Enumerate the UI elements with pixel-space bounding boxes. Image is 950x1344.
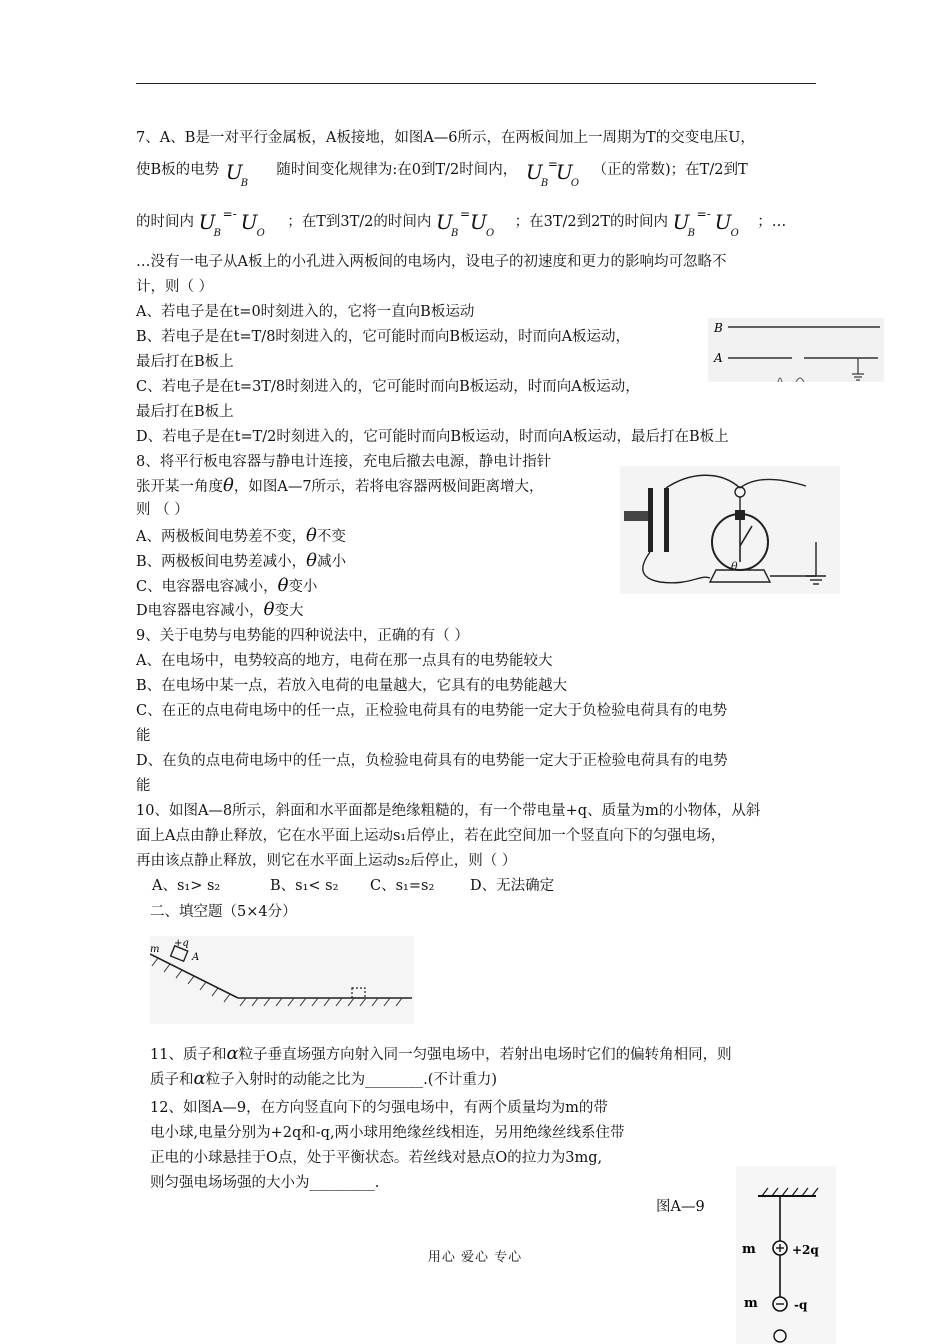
- q8-option-a: A、两极板间电势差不变，θ不变: [136, 525, 346, 546]
- q11-line-2: 质子和α粒子入射时的动能之比为________.(不计重力): [150, 1068, 498, 1089]
- q7-line-1: 7、A、B是一对平行金属板，A板接地，如图A—6所示，在两板间加上一周期为T的交变电压U，: [136, 130, 755, 146]
- theta-symbol: θ: [223, 475, 234, 496]
- formula-UB-eq-neg-UO: U B =- U O: [198, 207, 265, 239]
- fig-a8-label-q: +q: [174, 938, 189, 949]
- formula-UB-eq-UO: U B = U O: [525, 157, 580, 189]
- fig-a8-label-m: m: [150, 944, 160, 955]
- formula-UB: U B: [225, 160, 249, 189]
- q10-option-c: C、s₁=s₂: [370, 878, 435, 894]
- q7-option-b-1: B、若电子是在t=T/8时刻进入的，它可能时而向B板运动，时而向A板运动，: [136, 329, 631, 345]
- header-rule: [136, 83, 816, 84]
- q10-line-1: 10、如图A—8所示，斜面和水平面都是绝缘粗糙的，有一个带电量+q、质量为m的小物体，从斜: [136, 803, 761, 819]
- figure-a9-caption: 图A—9: [656, 1199, 705, 1215]
- figure-a8-incline: [150, 936, 414, 1024]
- fig-a6-label-a: A: [714, 351, 723, 365]
- q7-line-2c: （正的常数)；在T/2到T: [592, 162, 748, 178]
- q9-line-1: 9、关于电势与电势能的四种说法中，正确的有（ ）: [136, 628, 469, 644]
- svg-text:θ: θ: [731, 560, 738, 573]
- q7-line-2: [136, 154, 748, 189]
- q7-line-2b: 随时间变化规律为:在0到T/2时间内，: [276, 162, 518, 178]
- q9-option-c-1: C、在正的点电荷电场中的任一点，正检验电荷具有的电势能一定大于负检验电荷具有的电势: [136, 703, 728, 719]
- q8-option-c: C、电容器电容减小，θ变小: [136, 575, 318, 596]
- q10-line-3: 再由该点静止释放，则它在水平面上运动s₂后停止，则（ ）: [136, 853, 517, 869]
- q9-option-d-1: D、在负的点电荷电场中的任一点，负检验电荷具有的电势能一定大于正检验电荷具有的电势: [136, 753, 728, 769]
- q9-option-d-2: 能: [136, 778, 151, 794]
- q7-line-3: 的时间内 U B =- U O ；在T到3T/2的时间内 U B = U O ；在3T/2到2T的时间内 U B =- U O ；…: [136, 207, 787, 239]
- q12-line-1: 12、如图A—9，在方向竖直向下的匀强电场中，有两个质量均为m的带: [150, 1100, 608, 1116]
- q7-option-a: A、若电子是在t=0时刻进入的，它将一直向B板运动: [136, 304, 475, 320]
- q10-option-b: B、s₁< s₂: [270, 878, 339, 894]
- q10-line-2: 面上A点由静止释放，它在水平面上运动s₁后停止，若在此空间加一个竖直向下的匀强电场，: [136, 828, 726, 844]
- fig-a9-m2: m: [744, 1296, 758, 1311]
- q12-line-4: 则匀强电场场强的大小为_________.: [150, 1175, 380, 1191]
- q8-line-2: 张开某一角度θ，如图A—7所示，若将电容器两极间距离增大，: [136, 475, 544, 496]
- q8-option-b: B、两极板间电势差减小，θ减小: [136, 550, 346, 571]
- q7-option-d: D、若电子是在t=T/2时刻进入的，它可能时而向B板运动，时而向A板运动，最后打在B板上: [136, 429, 729, 445]
- fig-a8-label-a: A: [192, 952, 200, 963]
- q7-option-b-2: 最后打在B板上: [136, 354, 234, 370]
- formula-UB-eq-neg-UO-2: U B =- U O: [672, 207, 739, 239]
- formula-UB-eq-UO-2: U B = U O: [436, 207, 495, 239]
- fig-a6-label-b: B: [714, 321, 723, 335]
- q12-line-2: 电小球,电量分别为+2q和-q,两小球用绝缘丝线相连，另用绝缘丝线系住带: [150, 1125, 625, 1141]
- q12-line-3: 正电的小球悬挂于O点，处于平衡状态。若丝线对悬点O的拉力为3mg,: [150, 1150, 603, 1166]
- q9-option-a: A、在电场中，电势较高的地方，电荷在那一点具有的电势能较大: [136, 653, 553, 669]
- fig-a9-q2: -q: [794, 1298, 808, 1312]
- q11-line-1: 11、质子和α粒子垂直场强方向射入同一匀强电场中，若射出电场时它们的偏转角相同，则: [150, 1043, 732, 1064]
- q7-option-c-1: C、若电子是在t=3T/8时刻进入的，它可能时而向B板运动，时而向A板运动，: [136, 379, 640, 395]
- q9-option-b: B、在电场中某一点，若放入电荷的电量越大，它具有的电势能越大: [136, 678, 568, 694]
- q7-line-2a: 使B板的电势: [136, 162, 220, 178]
- q8-line-3: 则 （ ）: [136, 502, 189, 518]
- q8-line-1: 8、将平行板电容器与静电计连接，充电后撤去电源，静电计指针: [136, 454, 552, 470]
- fig-a9-m1: m: [742, 1242, 756, 1257]
- fig-a9-q1: +2q: [792, 1243, 819, 1257]
- q10-option-d: D、无法确定: [470, 878, 555, 894]
- section-2-heading: 二、填空题（5×4分）: [150, 904, 297, 920]
- alpha-symbol: α: [226, 1043, 239, 1064]
- q7-line-5: 计，则（ ）: [136, 279, 214, 295]
- q9-option-c-2: 能: [136, 728, 151, 744]
- figure-a7-electroscope: [620, 466, 840, 594]
- q8-option-d: D电容器电容减小，θ变大: [136, 599, 304, 620]
- q7-option-c-2: 最后打在B板上: [136, 404, 234, 420]
- figure-a6-plates: [708, 318, 884, 382]
- page-footer: 用心 爱心 专心: [427, 1250, 523, 1265]
- q10-option-a: A、s₁> s₂: [152, 878, 221, 894]
- q7-line-4: …没有一电子从A板上的小孔进入两板间的电场内，设电子的初速度和更力的影响均可忽略不: [136, 254, 727, 270]
